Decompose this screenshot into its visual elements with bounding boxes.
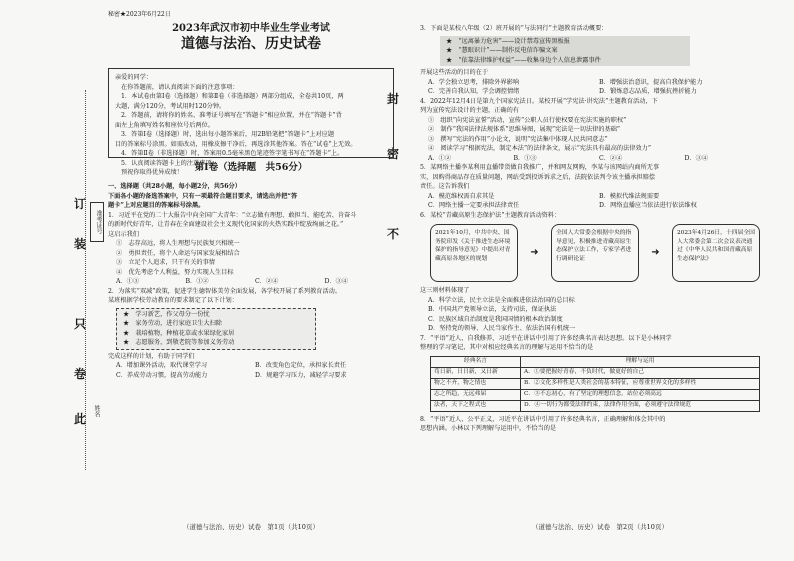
q4-options: [420, 154, 770, 164]
exam-title: 2023年武汉市初中毕业生学业考试: [172, 23, 330, 34]
q3-options-row2: [420, 87, 770, 97]
q3-option-c[interactable]: C．完善自我认知，学会调控情绪: [428, 88, 520, 95]
q1-option-a[interactable]: A．①③: [116, 278, 140, 285]
q3-after: 开展这些活动的目的在于: [420, 69, 489, 76]
arrow-right-icon: ➜: [651, 247, 660, 259]
page-right: [420, 24, 770, 524]
notice-line: 3．答第Ⅰ卷（选择题）时，选出每小题答案后，用2B铅笔把“答题卡”上对应题: [121, 131, 335, 138]
q2-option-c[interactable]: C．养成劳动习惯，提高劳动能力: [116, 371, 208, 379]
q1-stem-3: 这启示我们: [108, 230, 139, 238]
q2-stem: 2．为落实“双减”政策，促进学生德智体美劳全面发展，各学校开展了系列教育活动。: [108, 287, 342, 295]
q5-option-c[interactable]: C．网络主播一定要承担法律责任: [428, 202, 520, 209]
q2-option-d[interactable]: D．规避学习压力，减轻学习要求: [255, 371, 347, 379]
q5-stem: 5．某网络主播李某利用直播带货做自我推广，并和网友网购，李某与该网站内商所无事: [420, 164, 660, 171]
q4-option-d[interactable]: D．③④: [684, 154, 709, 162]
seal-char: 订: [74, 197, 87, 211]
notice-line: 大题，满分120分，考试用时120分钟。: [115, 102, 226, 110]
q7-stem: 7．“平语”近人，自我修养，习近平在讲话中引用了许多经典名言表达思想。以下是小林同学: [420, 334, 672, 342]
q6-option-c[interactable]: C．民族区域自治制度是我国国情的根本政治制度: [428, 315, 563, 323]
notice-greeting: 亲爱的同学：: [115, 74, 153, 81]
q6-material-cards: [430, 224, 760, 282]
section-instruction-2: 题卡”上对应题目的答案标号涂黑。: [108, 202, 205, 209]
table-row: [431, 378, 760, 389]
arrow-right-icon: ➜: [530, 247, 539, 259]
q2-plan-item: ★ 栽培植物，种植花草或水果绿化家居: [123, 329, 235, 337]
seal-char: 只: [74, 317, 87, 331]
table-cell: 物之不齐，物之情也: [431, 378, 521, 389]
q5-option-b[interactable]: B．模拟代维法规需要: [599, 192, 660, 200]
q3-option-b[interactable]: B．增强法治意识，提高自我保护能力: [599, 78, 703, 86]
q4-item: ④ 阅读学习“根据宪法，制定本法”的法律条文，展示“宪法具有最高的法律效力”: [428, 145, 652, 152]
seal-char: 卷: [74, 367, 87, 381]
q1-stem-2: 的新时代好青年，让青春在全面建设社会主义现代化国家的火热实践中绽放绚丽之花。”: [108, 221, 344, 228]
q4-option-c[interactable]: C．②④: [599, 154, 623, 162]
part1-title: 第Ⅰ卷（选择题 共56分）: [194, 162, 308, 173]
q3-option-d[interactable]: D．锻炼意志品质，增强抗挫折能力: [599, 88, 697, 95]
q5-option-d[interactable]: D．网络直播应当依法进行依法维权: [599, 202, 697, 209]
q2-option-b[interactable]: B．改变角色定位，承担家长责任: [255, 362, 347, 369]
table-cell[interactable]: A．①要把握好青春，不负时代，做更好的自己: [521, 367, 760, 378]
q7-stem-2: 整理的学习笔记，其中对相应经典名言的理解与运用不恰当的是: [420, 344, 594, 351]
notice-line: 1．本试卷由第Ⅰ卷（选择题）和第Ⅱ卷（非选择题）两部分组成，全卷共10页，两: [121, 93, 344, 100]
table-cell[interactable]: C．③不忘初心，有了坚定的理想信念，站位必须高远: [521, 389, 760, 400]
notice-line: 目的答案标号涂黑。如需改动，用橡皮擦干净后，再选涂其他答案。答在“试卷”上无效。: [115, 140, 357, 148]
table-cell: 苟日新，日日新，又日新: [431, 367, 521, 378]
seal-char: 装: [74, 237, 87, 251]
page-left: [108, 10, 394, 555]
q2-after: 完成这样的计划，有助于同学们: [108, 352, 195, 360]
q4-option-b[interactable]: B．①③: [513, 154, 537, 162]
name-label: 姓名: [93, 405, 100, 417]
q3-option-a[interactable]: A．学会独立思考，排除外界影响: [428, 78, 520, 86]
q3-activity: ★ “远离暴力危害”——设计禁毒宣传黑板报: [446, 37, 570, 45]
table-row: [431, 400, 760, 411]
q8-stem-2: 思想内涵。小林以下列理解与运用中，不恰当的是: [420, 425, 557, 432]
q3-activity-box: [440, 36, 690, 67]
q3-stem: 3．下面是某校八年级（2）班开展的“与法同行”主题教育活动概要：: [420, 25, 608, 32]
q2-plan-item: ★ 志愿服务，到敬老院等参加义务劳动: [123, 339, 235, 346]
notice-line: 4．答第Ⅱ卷（非选择题）时，答案用0.5毫米黑色笔迹签字笔书写在“答题卡”上。: [121, 150, 344, 157]
seal-char: 密: [387, 147, 400, 161]
q3-options-row1: [420, 78, 770, 88]
table-cell: 志之所趋，无远弗届: [431, 389, 521, 400]
notice-line: 2．答题前，请将你的姓名、准考证号填写在“答题卡”相应位置，并在“答题卡”背: [121, 112, 342, 119]
q4-item: ③ 撰写“宪法的作用”小论文，说明“宪法集中体现人民共同意志”: [428, 135, 608, 143]
q6-option-b[interactable]: B．中国共产党领导立法，支持司法，保证执法: [428, 306, 557, 313]
q6-option-d[interactable]: D．坚持党的领导、人民当家作主、依法治国有机统一: [428, 325, 576, 332]
table-cell[interactable]: B．②文化多样性是人类社会的基本特征，应尊重世界文化的多样性: [521, 378, 760, 389]
footer-left: （道德与法治、历史）试卷 第1页（共10页）: [183, 523, 319, 531]
q1-item: ③ 立足个人追求，只干有关的事情: [116, 259, 215, 266]
seal-chars-right: [387, 75, 412, 275]
q2-options-row1: [108, 361, 394, 371]
q1-option-d[interactable]: D．③④: [324, 278, 349, 285]
question-section-1: [108, 182, 394, 380]
q3-activity: ★ “慧眼识计”——制作反电信诈骗文案: [446, 47, 558, 54]
q6-after: 这三则材料体现了: [420, 287, 470, 294]
table-cell[interactable]: D．④一切行为都受法律约束，法律作用全面，必须遵守法律规范: [521, 400, 760, 411]
q8-stem: 8．“平语”近人，公平正义，习近平在讲话中引用了许多经典名言，正确理解和体会其中的: [420, 415, 666, 423]
q1-item: ④ 优先考虑个人利益，努力实现人生目标: [116, 268, 234, 276]
q3-activity: ★ “依靠法律维护权益”——收集身边个人信息泄露事件: [446, 56, 601, 64]
q6-card: 2023年4月26日，十四届全国人大常委会第二次会议表决通过《中华人民共和国青藏高原生态保护法》: [672, 224, 760, 282]
q7-table: [430, 356, 760, 412]
q1-options: [108, 277, 394, 287]
seal-char: 封: [387, 92, 400, 106]
q2-plan-box: [116, 308, 316, 350]
secret-mark: 秘密★2023年6月22日: [108, 11, 171, 18]
q1-option-c[interactable]: C．②④: [255, 278, 279, 285]
q1-item: ② 勇担责任，将个人命运与国家发展相结合: [116, 249, 240, 257]
q6-option-a[interactable]: A．科学立法，民主立法是全面推进依法治国的总目标: [428, 296, 575, 304]
q5-stem-3: 责任。这告诉我们: [420, 183, 470, 190]
q4-item: ② 制作“我国法律法规体系”思维导图，展现“宪法是一切法律的基础”: [428, 126, 621, 133]
seal-chars-left: [74, 75, 94, 475]
q4-item: ① 组织“向宪法宣誓”活动，宣传“公职人员行使权要在宪法实施的职权”: [428, 116, 627, 124]
table-row: [431, 389, 760, 400]
q4-option-a[interactable]: A．①②: [428, 154, 452, 162]
seal-char: 不: [387, 227, 400, 241]
notice-line: 5．认真阅读答题卡上的注意事项。: [121, 159, 218, 167]
q4-stem: 4．2022年12月4日是第九个国家宪法日。某校开展“学宪法·讲宪法”主题教育活动，下: [420, 97, 658, 105]
table-cell: 法者，天下之程式也: [431, 400, 521, 411]
q2-option-a[interactable]: A．增加课外活动，取代课堂学习: [116, 362, 208, 369]
q4-stem-2: 列为宣传宪法设计的主题，正确的有: [420, 107, 519, 114]
q6-card: 2021年10月，中共中央、国务院印发《关于推进生态环境保护的指导意见》中提出对青藏高原各地区的规划: [430, 224, 518, 282]
section-heading: 一、选择题（共28小题，每小题2分，共56分）: [108, 183, 241, 190]
q6-stem: 6．某校“青藏高原生态保护法”主题教育活动资料：: [420, 211, 561, 219]
q1-stem: 1．习近平在党的二十大报告中向全国广大青年：“立志做有理想、敢担当、能吃苦、肯奋斗: [108, 211, 357, 219]
q2-stem-2: 某班根据学校劳动教育的要求制定了以下计划：: [108, 297, 238, 304]
q5-option-a[interactable]: A．模范维权需自求其是: [428, 192, 495, 200]
table-row: [431, 367, 760, 378]
table-header: 理解与运用: [521, 356, 760, 367]
footer-right: （道德与法治、历史）试卷 第2页（共10页）: [532, 523, 668, 531]
q2-plan-item: ★ 学习新艺，作父母分一份忧: [123, 310, 210, 318]
table-header: 经典名言: [431, 356, 521, 367]
notice-sign: 预祝你取得优异成绩！: [121, 169, 183, 176]
student-id-label: 准考证号: [95, 210, 102, 234]
q1-option-b[interactable]: B．①②: [185, 278, 209, 285]
q2-options-row2: [108, 371, 394, 381]
seal-char: 此: [74, 412, 87, 426]
section-instruction: 下面各小题的备选答案中，只有一项最符合题目要求，请选出并把“答: [108, 192, 298, 200]
q1-item: ① 志存高远，将人生理想与民族复兴相统一: [116, 240, 240, 247]
notice-line: 在你答题前，请认真阅读下面的注意事项：: [121, 83, 239, 91]
q5-stem-2: 实，因购得商品存在质量问题，网站受到投诉诉求之后，法院依法判令该主播承担赔偿: [420, 173, 656, 181]
q6-card: 全国人大常委会根据中央的指导意见，积极推进青藏高原生态保护立法工作，专家学者进行调研论证: [551, 224, 639, 282]
q2-plan-item: ★ 家务劳动，进行家庭卫生大扫除: [123, 320, 222, 327]
q5-options-row1: [420, 192, 770, 202]
q5-options-row2: [420, 201, 770, 211]
notice-line: 面左上角填写姓名和座位号后两位。: [115, 121, 214, 129]
table-header-row: [431, 356, 760, 367]
subject-title: 道德与法治、历史试卷: [181, 36, 321, 52]
